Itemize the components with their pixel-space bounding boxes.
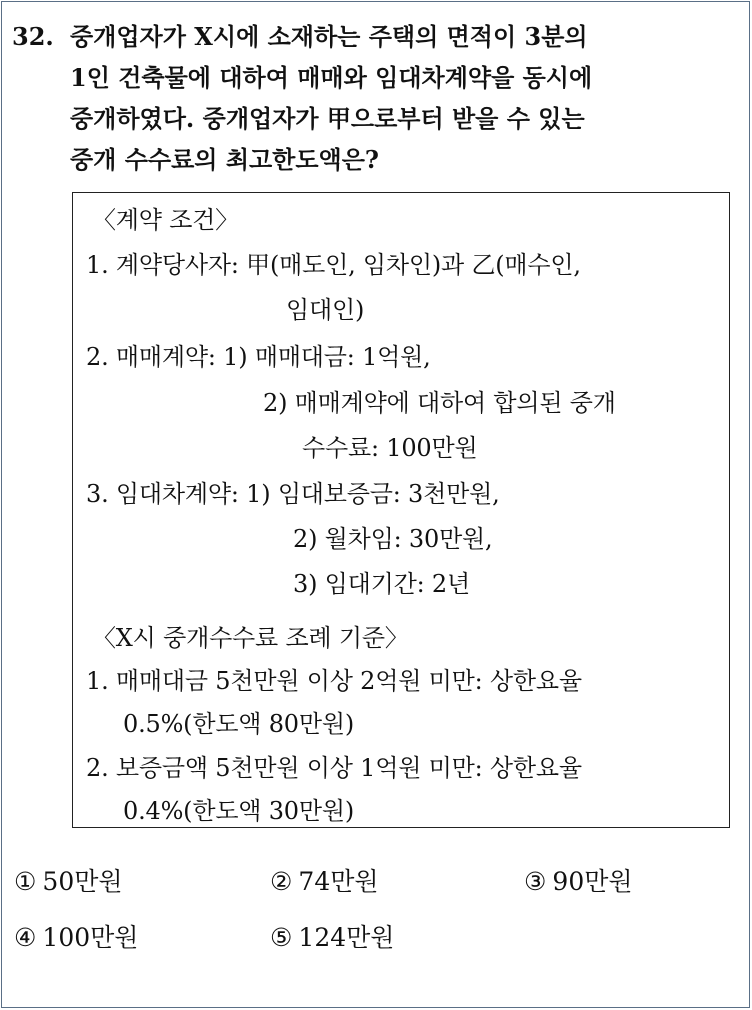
fee-standard-deposit: 2. 보증금액 5천만원 이상 1억원 미만: 상한요율 [86, 754, 582, 782]
choice-number: ① [14, 867, 37, 896]
condition-item-parties-cont: 임대인) [286, 296, 365, 324]
fee-standard-deposit-cont: 0.4%(한도액 30만원) [123, 797, 354, 825]
condition-item-sale-fee: 2) 매매계약에 대하여 합의된 중개 [263, 389, 616, 417]
choice-3[interactable] [524, 864, 633, 900]
question-text-line: 중개 수수료의 최고한도액은? [70, 145, 379, 174]
choice-label: 50만원 [42, 867, 123, 896]
question-text-line: 중개업자가 X시에 소재하는 주택의 면적이 3분의 [70, 22, 588, 51]
choice-number: ④ [14, 923, 37, 952]
choice-label: 90만원 [552, 867, 633, 896]
choice-number: ⑤ [270, 923, 293, 952]
question-number: 32. [12, 22, 54, 51]
choice-1[interactable] [14, 864, 123, 900]
question-text-line: 1인 건축물에 대하여 매매와 임대차계약을 동시에 [70, 63, 593, 92]
fee-standard-sale-cont: 0.5%(한도액 80만원) [123, 710, 354, 738]
fee-standard-sale: 1. 매매대금 5천만원 이상 2억원 미만: 상한요율 [86, 667, 582, 695]
condition-item-lease: 3. 임대차계약: 1) 임대보증금: 3천만원, [86, 480, 500, 508]
answer-choices [14, 864, 734, 974]
condition-item-parties: 1. 계약당사자: 甲(매도인, 임차인)과 乙(매수인, [86, 251, 581, 279]
choice-4[interactable] [14, 920, 138, 956]
choice-number: ③ [524, 867, 547, 896]
choice-2[interactable] [270, 864, 379, 900]
choice-label: 74만원 [298, 867, 379, 896]
condition-item-lease-rent: 2) 월차임: 30만원, [293, 525, 493, 553]
choice-number: ② [270, 867, 293, 896]
conditions-box [72, 192, 730, 828]
choice-label: 124만원 [298, 923, 395, 952]
condition-item-lease-term: 3) 임대기간: 2년 [293, 570, 470, 598]
contract-conditions-heading: 〈계약 조건〉 [92, 206, 239, 234]
choice-5[interactable] [270, 920, 394, 956]
question-text-line: 중개하였다. 중개업자가 甲으로부터 받을 수 있는 [70, 104, 585, 133]
question-card [1, 1, 750, 1008]
choice-label: 100만원 [42, 923, 139, 952]
fee-standard-heading: 〈X시 중개수수료 조례 기준〉 [92, 624, 409, 652]
condition-item-sale-fee-cont: 수수료: 100만원 [302, 434, 478, 462]
condition-item-sale: 2. 매매계약: 1) 매매대금: 1억원, [86, 343, 431, 371]
